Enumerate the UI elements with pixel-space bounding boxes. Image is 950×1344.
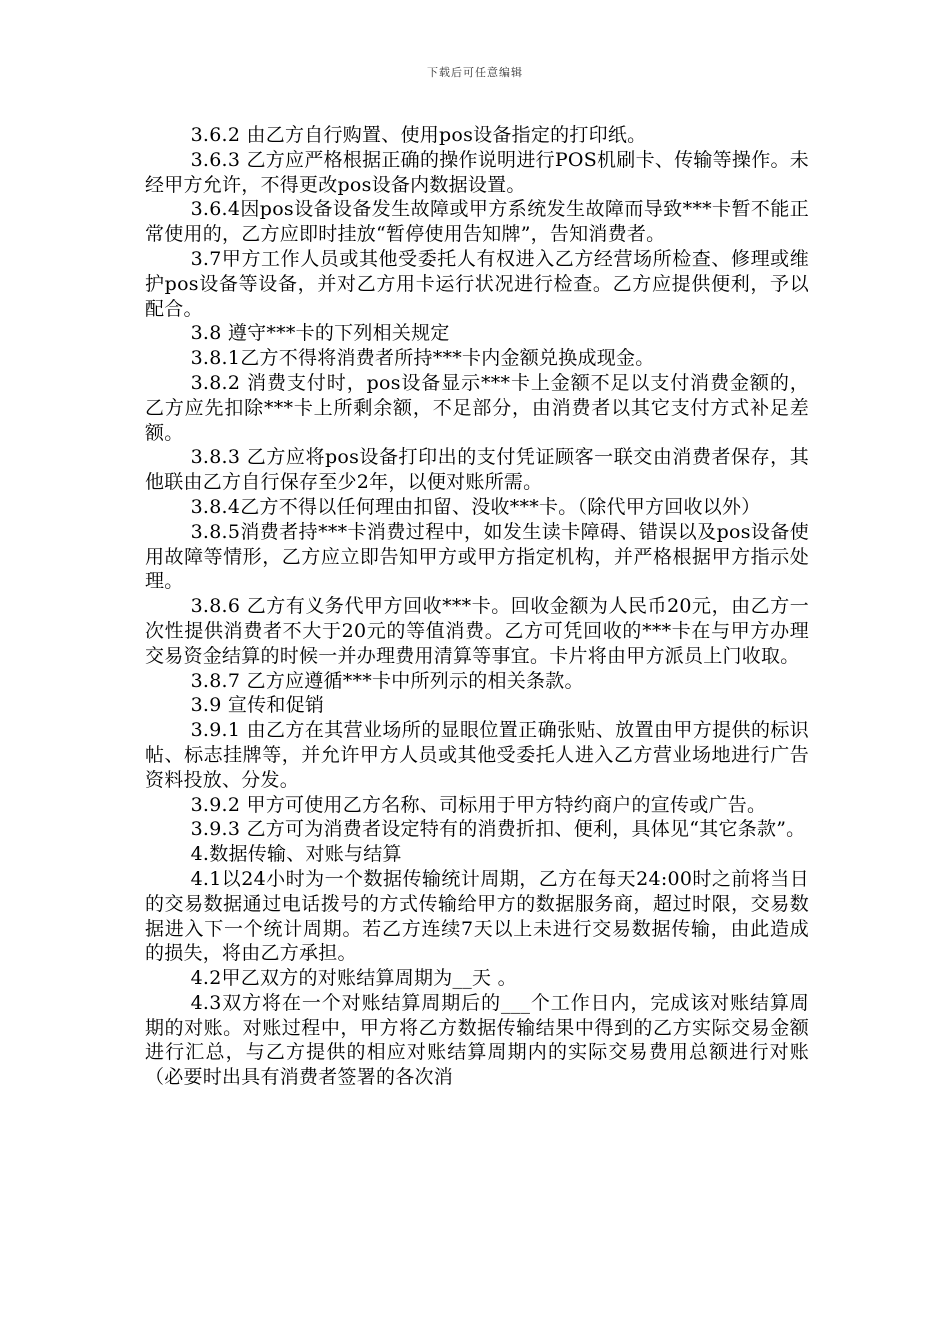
- paragraph-3-9-3: 3.9.3 乙方可为消费者设定特有的消费折扣、便利，具体见“其它条款”。: [190, 818, 806, 841]
- paragraph-3-8-6: 3.8.6 乙方有义务代甲方回收***卡。回收金额为人民币20元，由乙方一次性提供消费者不大于20元的等值消费。乙方可凭回收的***卡在与甲方办理交易资金结算的时候一并办理费用清算等事宜。卡片将由甲方派员上门收取。: [145, 595, 809, 667]
- paragraph-3-6-2: 3.6.2 由乙方自行购置、使用pos设备指定的打印纸。: [190, 124, 647, 146]
- paragraph-3-8-5: 3.8.5消费者持***卡消费过程中，如发生读卡障碍、错误以及pos设备使用故障等情形，乙方应立即告知甲方或甲方指定机构，并严格根据甲方指示处理。: [145, 520, 809, 593]
- page-header: 下载后可任意编辑: [427, 66, 523, 79]
- paragraph-3-7: 3.7甲方工作人员或其他受委托人有权进入乙方经营场所检查、修理或维护pos设备等设备，并对乙方用卡运行状况进行检查。乙方应提供便利，予以配合。: [145, 247, 809, 320]
- paragraph-3-8-4: 3.8.4乙方不得以任何理由扣留、没收***卡。（除代甲方回收以外）: [190, 495, 761, 518]
- paragraph-4-3: 4.3双方将在一个对账结算周期后的___个工作日内，完成该对账结算周期的对账。对账过程中，甲方将乙方数据传输结果中得到的乙方实际交易金额进行汇总，与乙方提供的相应对账结算周期内的实际交易费用总额进行对账（必要时出具有消费者签署的各次消: [145, 991, 809, 1089]
- paragraph-4-1: 4.1以24小时为一个数据传输统计周期，乙方在每天24:00时之前将当日的交易数据通过电话拨号的方式传输给甲方的数据服务商，超过时限，交易数据进入下一个统计周期。若乙方连续7天以上未进行交易数据传输，由此造成的损失，将由乙方承担。: [145, 867, 809, 965]
- paragraph-4: 4.数据传输、对账与结算: [190, 843, 402, 866]
- paragraph-3-8-3: 3.8.3 乙方应将pos设备打印出的支付凭证顾客一联交由消费者保存，其他联由乙方自行保存至少2年，以便对账所需。: [145, 446, 809, 494]
- document-body: [145, 123, 809, 1090]
- paragraph-3-6-3: 3.6.3 乙方应严格根据正确的操作说明进行POS机刷卡、传输等操作。未经甲方允许，不得更改pos设备内数据设置。: [145, 148, 809, 196]
- paragraph-3-9-1: 3.9.1 由乙方在其营业场所的显眼位置正确张贴、放置由甲方提供的标识帖、标志挂牌等，并允许甲方人员或其他受委托人进入乙方营业场地进行广告资料投放、分发。: [145, 719, 809, 791]
- paragraph-4-2: 4.2甲乙双方的对账结算周期为__天 。: [190, 967, 517, 990]
- paragraph-3-8-2: 3.8.2 消费支付时，pos设备显示***卡上金额不足以支付消费金额的，乙方应先扣除***卡上所剩余额，不足部分，由消费者以其它支付方式补足差额。: [145, 371, 809, 444]
- paragraph-3-8-7: 3.8.7 乙方应遵循***卡中所列示的相关条款。: [190, 669, 584, 692]
- paragraph-3-6-4: 3.6.4因pos设备设备发生故障或甲方系统发生故障而导致***卡暂不能正常使用的，乙方应即时挂放“暂停使用告知牌”，告知消费者。: [145, 198, 809, 246]
- paragraph-3-9-2: 3.9.2 甲方可使用乙方名称、司标用于甲方特约商户的宣传或广告。: [190, 793, 767, 816]
- paragraph-3-9: 3.9 宣传和促销: [190, 694, 325, 717]
- paragraph-3-8-1: 3.8.1乙方不得将消费者所持***卡内金额兑换成现金。: [190, 347, 655, 370]
- paragraph-3-8: 3.8 遵守***卡的下列相关规定: [190, 322, 450, 345]
